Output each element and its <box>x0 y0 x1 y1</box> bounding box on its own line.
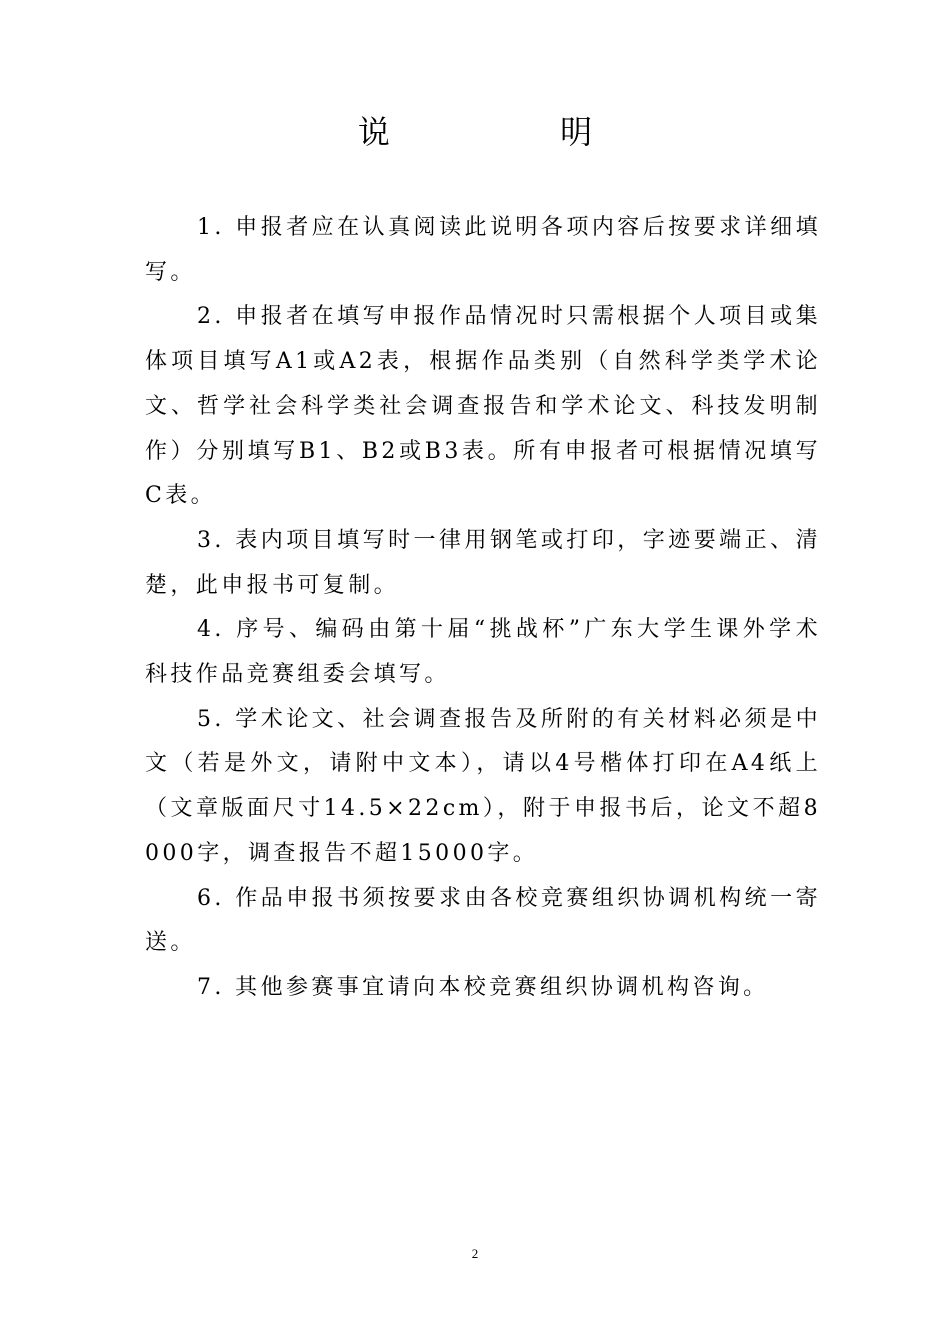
instruction-paragraph-6: 6. 作品申报书须按要求由各校竞赛组织协调机构统一寄送。 <box>145 885 821 956</box>
instruction-paragraph-7: 7. 其他参赛事宜请向本校竞赛组织协调机构咨询。 <box>197 974 769 1000</box>
instruction-paragraph-3: 3. 表内项目填写时一律用钢笔或打印，字迹要端正、清楚，此申报书可复制。 <box>145 527 821 598</box>
page-number: 2 <box>471 1246 479 1261</box>
instruction-paragraph-2: 2. 申报者在填写申报作品情况时只需根据个人项目或集体项目填写A1或A2表，根据作品类别（自然科学类学术论文、哲学社会科学类社会调查报告和学术论文、科技发明制作）分别填写B1、B2或B3表。所有申报者可根据情况填写C表。 <box>145 304 821 509</box>
instruction-paragraph-4: 4. 序号、编码由第十届“挑战杯”广东大学生课外学术科技作品竞赛组委会填写。 <box>145 617 821 688</box>
page-title: 说 明 <box>357 113 673 151</box>
instruction-paragraph-5: 5. 学术论文、社会调查报告及所附的有关材料必须是中文（若是外文，请附中文本），请以4号楷体打印在A4纸上（文章版面尺寸14.5×22cm），附于申报书后，论文不超8000字，调查报告不超15000字。 <box>145 706 821 866</box>
instruction-paragraph-1: 1. 申报者应在认真阅读此说明各项内容后按要求详细填写。 <box>145 215 821 285</box>
instructions-body <box>145 206 821 1011</box>
